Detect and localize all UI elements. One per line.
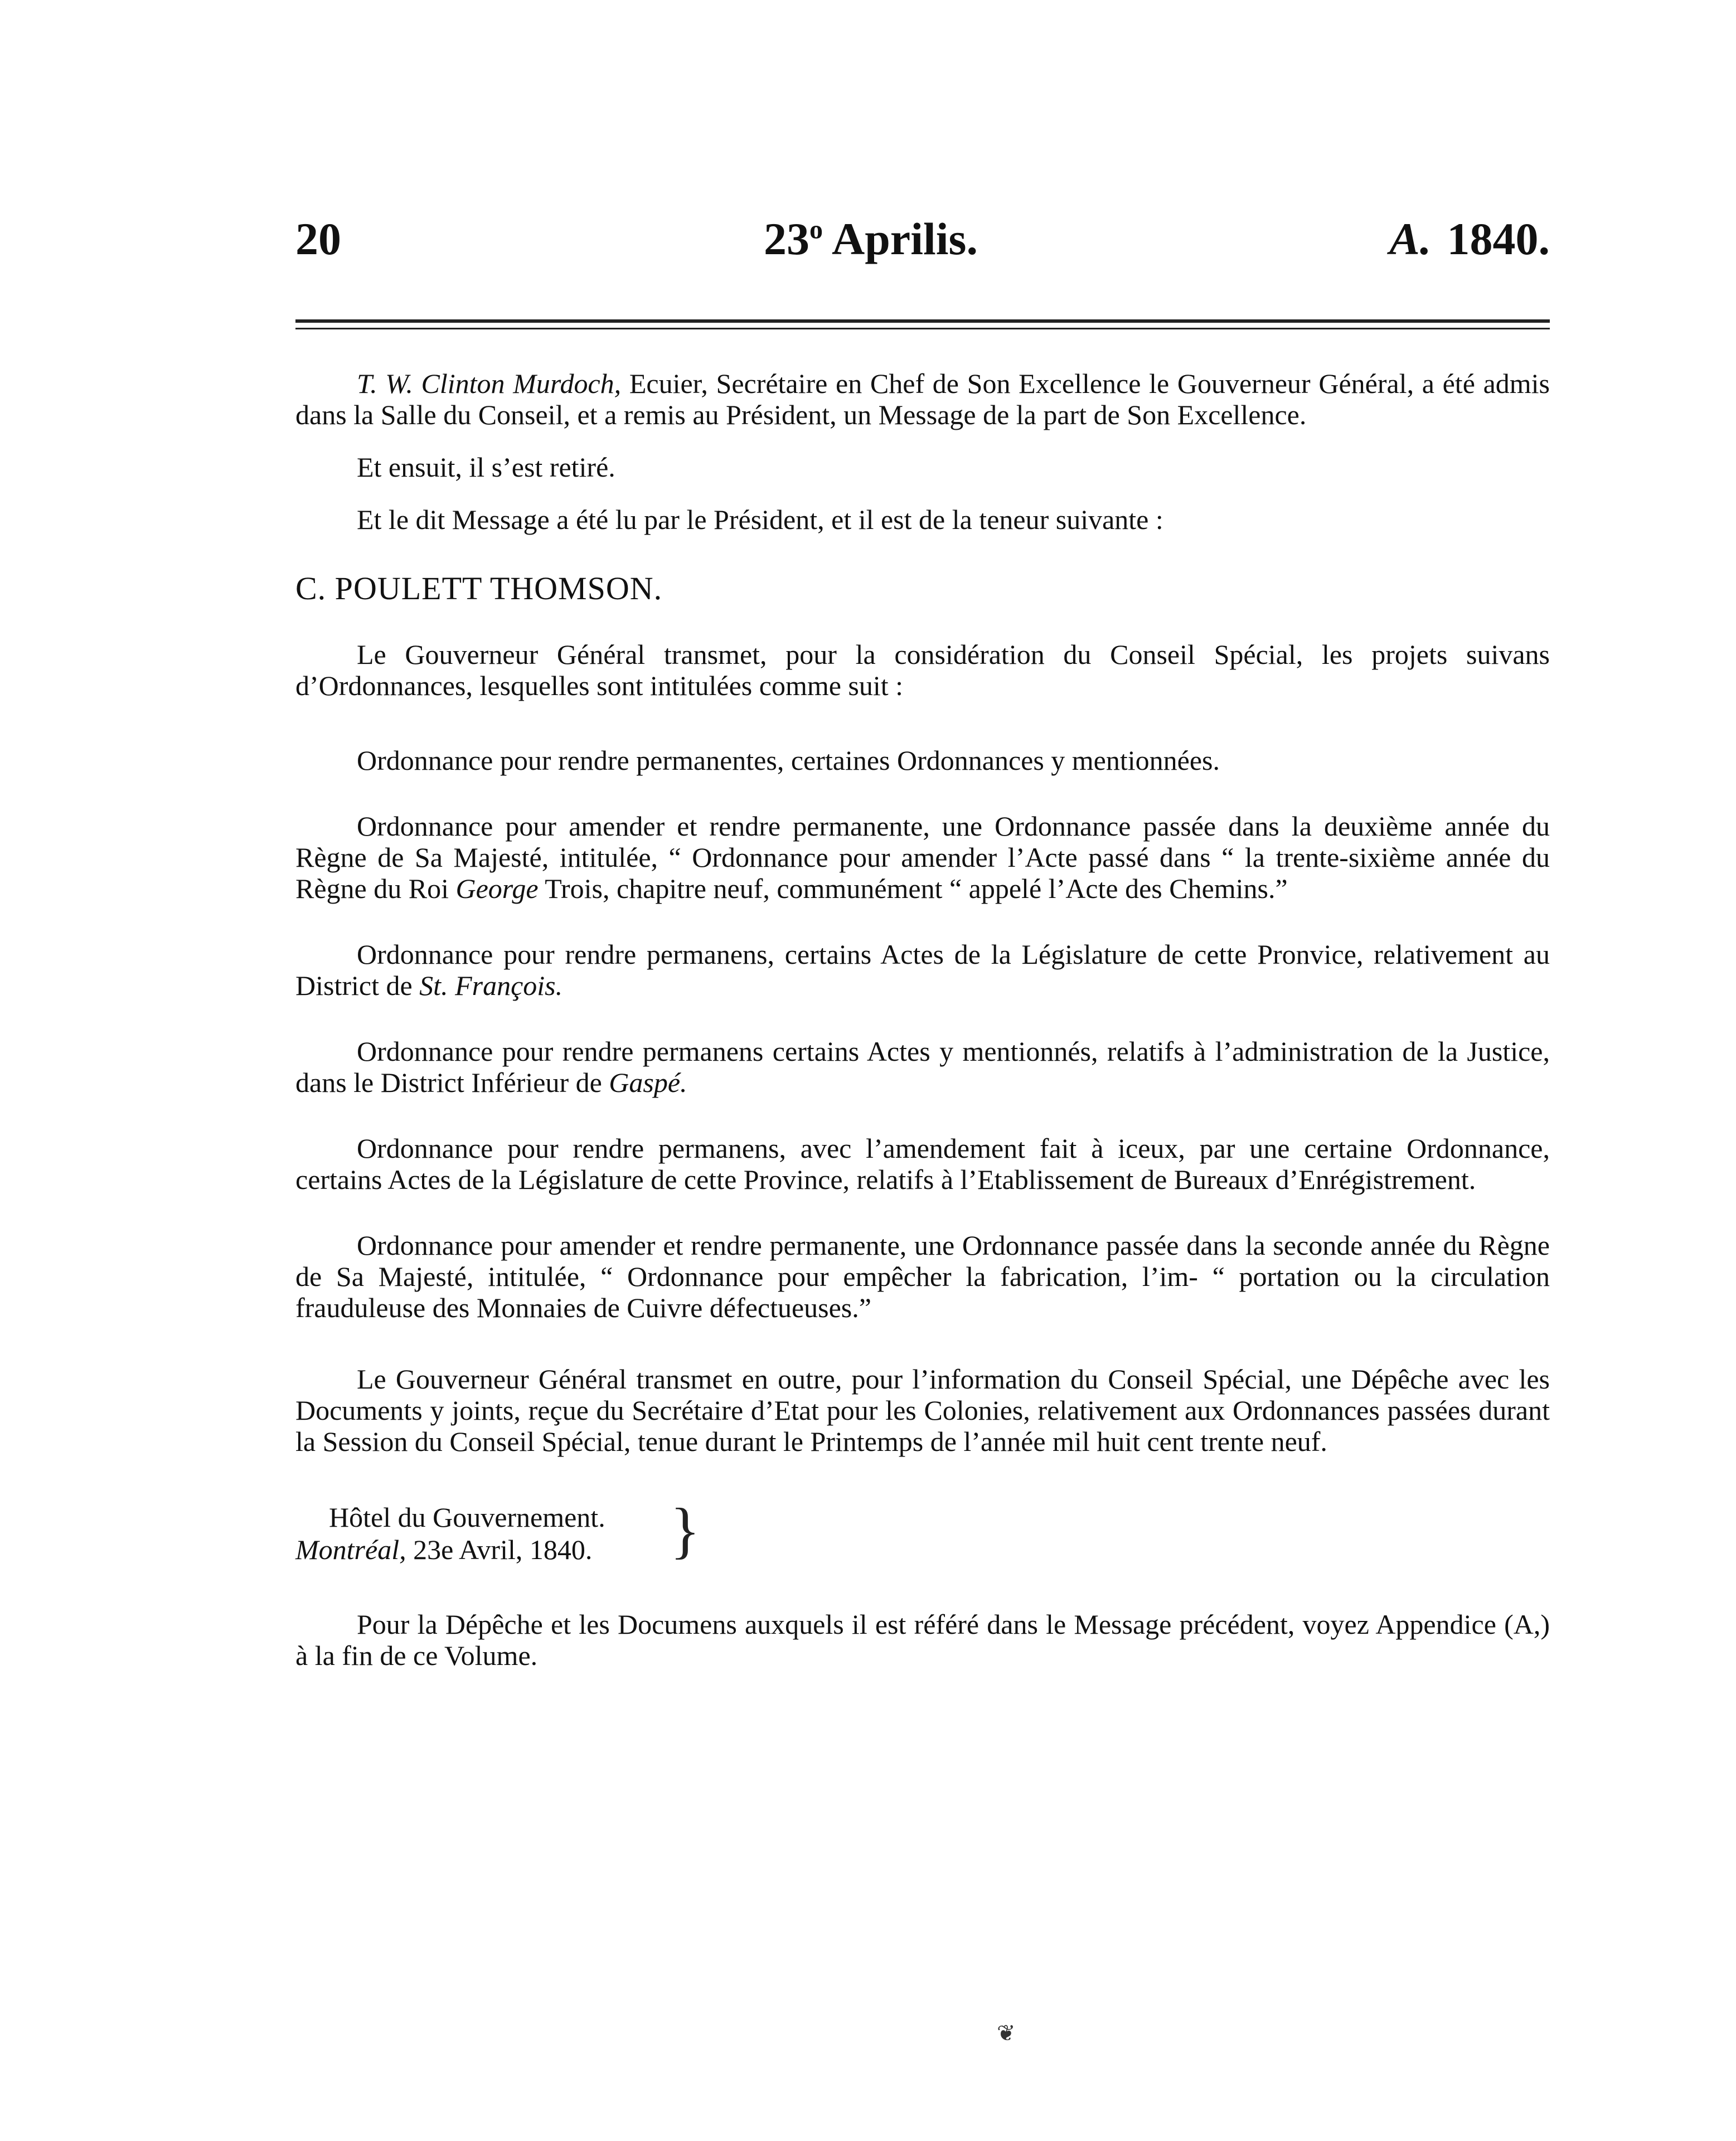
place-and-date <box>295 1496 1550 1569</box>
page-header <box>295 202 1550 274</box>
paragraph-appendix-note: Pour la Dépêche et les Documens auxquels il est référé dans le Message précédent, voyez Appendice (A,) à la fin de ce Volume. <box>295 1609 1550 1671</box>
brace-glyph: } <box>670 1496 700 1565</box>
ordinance-item-2 <box>295 810 1550 904</box>
paragraph-messenger <box>295 368 1550 430</box>
paragraph-withdrawal: Et ensuit, il s’est retiré. <box>357 451 615 483</box>
date-line <box>295 1534 592 1565</box>
ordinance-4-text: Ordonnance pour rendre permanens certains Actes y mentionnés, relatifs à l’administration de la Justice, dans le District Inférieur de <box>295 1036 1550 1098</box>
ordinance-item-1: Ordonnance pour rendre permanentes, certaines Ordonnances y mentionnées. <box>357 745 1220 776</box>
paragraph-transmission: Le Gouverneur Général transmet, pour la considération du Conseil Spécial, les projets suivans d’Ordonnances, lesquelles sont intitulées comme suit : <box>295 639 1550 701</box>
messenger-text: Ecuier, Secrétaire en Chef de Son Excellence le Gouverneur Général, a été admis dans la Salle du Conseil, et a remis au Président, un Message de la part de Son Excellence. <box>295 368 1550 430</box>
header-year-prefix: A. <box>1389 213 1432 264</box>
ordinance-2-italic: George <box>455 873 539 904</box>
header-date <box>764 213 978 265</box>
header-year-value: 1840. <box>1447 213 1550 264</box>
header-year <box>1389 213 1550 265</box>
ordinance-2-text-a: Ordonnance pour amender et rendre permanente, une Ordonnance passée dans la deuxième année du Règne de Sa Majesté, intitulée, “ Ordonnance pour amender l’Acte passé dans “ la trente-sixième année du Règne du Roi <box>295 810 1550 904</box>
ordinance-3-text: Ordonnance pour rendre permanens, certains Actes de la Législature de cette Pronvice, relativement au District de <box>295 939 1550 1001</box>
place-city: Montréal, <box>295 1534 406 1565</box>
ordinance-4-italic: Gaspé. <box>609 1067 687 1098</box>
header-rule-thick <box>295 319 1550 323</box>
ordinance-item-5: Ordonnance pour rendre permanens, avec l’amendement fait à iceux, par une certaine Ordonnance, certains Actes de la Législature de cette Province, relatifs à l’Etablissement de Bureaux d’Enrégistrement. <box>295 1133 1550 1195</box>
header-date-month: Aprilis. <box>831 213 978 264</box>
header-date-sup: o <box>809 215 823 245</box>
ordinance-item-4 <box>295 1036 1550 1098</box>
fleuron-ornament: ❦ <box>997 2021 1016 2046</box>
paragraph-message-read: Et le dit Message a été lu par le Président, et il est de la teneur suivante : <box>357 504 1163 535</box>
place-date: 23e Avril, 1840. <box>413 1534 593 1565</box>
signature: C. POULETT THOMSON. <box>295 570 663 606</box>
ordinance-3-italic: St. François. <box>419 970 563 1001</box>
paragraph-dispatch: Le Gouverneur Général transmet en outre, pour l’information du Conseil Spécial, une Dépêche avec les Documents y joints, reçue du Secrétaire d’Etat pour les Colonies, relativement aux Ordonnances passées durant la Session du Conseil Spécial, tenue durant le Printemps de l’année mil huit cent trente neuf. <box>295 1363 1550 1457</box>
place-line: Hôtel du Gouvernement. <box>329 1502 605 1533</box>
ordinance-item-6: Ordonnance pour amender et rendre permanente, une Ordonnance passée dans la seconde année du Règne de Sa Majesté, intitulée, “ Ordonnance pour empêcher la fabrication, l’im- “ portation ou la circulation frauduleuse des Monnaies de Cuivre défectueuses.” <box>295 1230 1550 1323</box>
header-rule-thin <box>295 328 1550 329</box>
document-body <box>295 368 1550 1671</box>
messenger-name: T. W. Clinton Murdoch, <box>357 368 622 399</box>
header-date-day: 23 <box>764 213 809 264</box>
page-number: 20 <box>295 213 341 264</box>
ordinance-item-3 <box>295 939 1550 1001</box>
ordinance-2-text-b: Trois, chapitre neuf, communément “ appelé l’Acte des Chemins.” <box>545 873 1288 904</box>
